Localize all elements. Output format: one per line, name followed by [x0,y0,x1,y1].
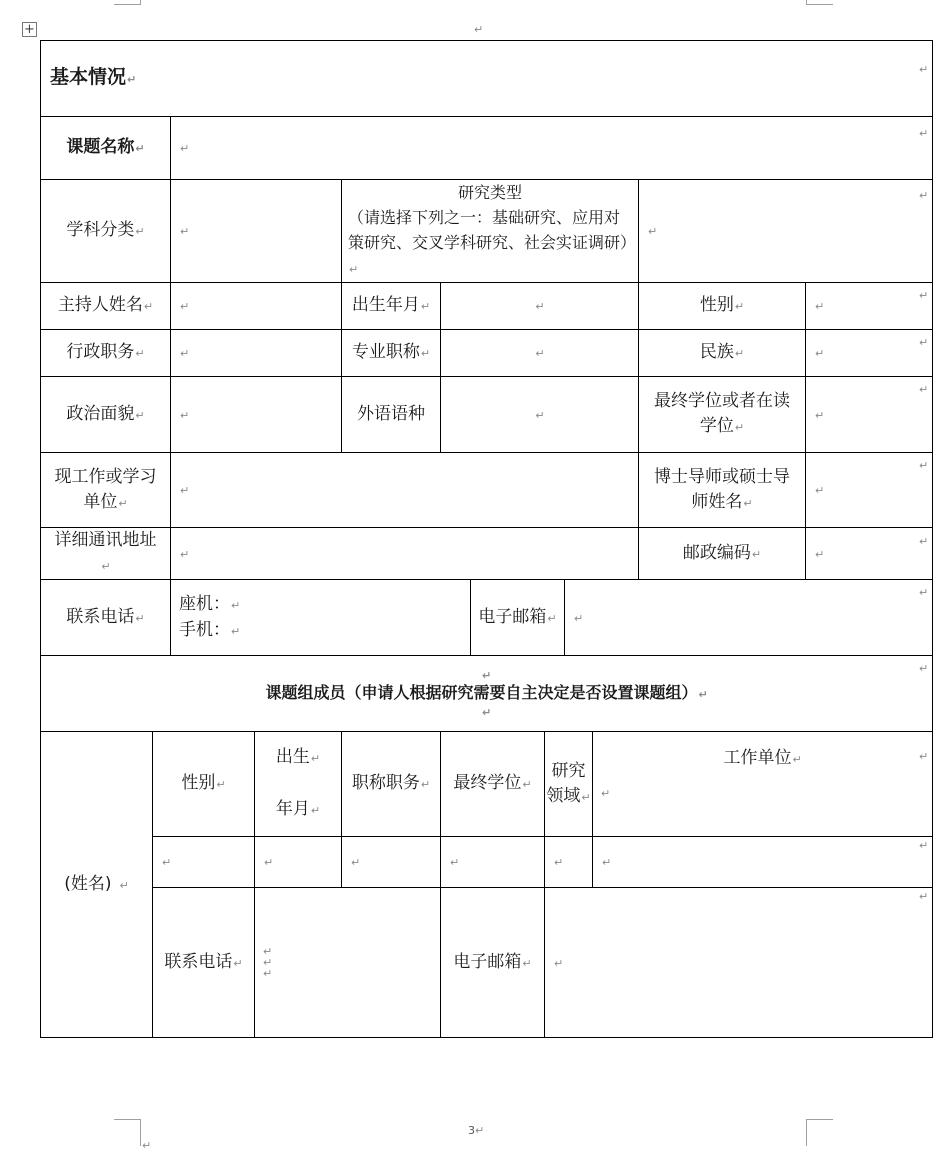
paragraph-mark: ↵ [135,347,145,360]
phone-label [41,580,171,656]
paragraph-mark: ↵ [351,856,361,869]
email-label-text: 电子邮箱 [478,606,547,627]
member-birth-field[interactable] [255,837,342,888]
col-birth-line2 [255,784,341,836]
member-phone-label-text: 联系电话 [164,951,233,972]
research-type-label [342,180,639,283]
paragraph-mark: ↵ [815,547,825,561]
col-unit [593,732,933,837]
col-unit-text: 工作单位 [723,748,792,768]
paragraph-mark: ↵ [263,967,273,980]
paragraph-mark: ↵ [135,142,145,155]
paragraph-mark: ↵ [135,408,145,422]
paragraph-mark: ↵ [648,225,658,238]
col-birth-text-2: 年月 [275,799,310,819]
page-number-value: 3 [468,1124,475,1137]
address-label [41,528,171,580]
language-label-text: 外语语种 [357,404,425,424]
paragraph-mark: ↵ [522,778,532,791]
col-title [342,732,441,837]
paragraph-mark: ↵ [118,496,128,510]
paragraph-mark: ↵ [233,956,243,970]
language-label [342,377,441,453]
paragraph-mark: ↵ [127,73,137,86]
political-row [41,377,933,453]
section-title-text: 基本情况 [50,66,127,88]
paragraph-mark: ↵ [310,804,321,817]
landline-line [179,592,470,618]
admin-post-field[interactable] [171,330,342,377]
gender-label-text: 性别 [699,295,734,315]
paragraph-mark: ↵ [815,408,825,422]
paragraph-mark: ↵ [792,753,802,766]
degree-label [639,377,806,453]
row-end-mark: ↵ [919,662,929,675]
paragraph-mark: ↵ [734,347,745,360]
research-type-title: 研究类型 [457,183,522,202]
paragraph-mark: ↵ [180,347,190,360]
group-title [41,656,933,732]
research-type-field[interactable] [639,180,933,283]
political-field[interactable] [171,377,342,453]
paragraph-mark: ↵ [815,300,825,313]
supervisor-field[interactable] [806,453,933,528]
paragraph-mark: ↵ [119,878,129,892]
paragraph-mark: ↵ [815,347,825,360]
paragraph-mark: ↵ [522,956,532,970]
post-row [41,330,933,377]
research-type-hint-wrap [348,205,637,282]
member-email-field[interactable] [545,888,933,1038]
paragraph-mark: ↵ [349,263,359,276]
col-field-text: 研究领域 [546,760,586,806]
row-end-mark: ↵ [919,289,929,302]
paragraph-mark: ↵ [535,408,545,422]
paragraph-mark: ↵ [581,790,591,804]
ethnicity-field[interactable] [806,330,933,377]
paragraph-mark: ↵ [574,611,584,625]
topic-name-label [41,117,171,180]
paragraph-mark: ↵ [535,347,545,360]
political-label [41,377,171,453]
paragraph-mark: ↵ [743,496,753,510]
degree-label-text: 最终学位或者在读学位 [654,391,790,436]
prof-title-label-text: 专业职称 [351,342,420,362]
col-title-text: 职称职务 [351,773,420,793]
host-row [41,283,933,330]
paragraph-mark: ↵ [547,611,557,625]
discipline-field[interactable] [171,180,342,283]
paragraph-mark: ↵ [180,484,190,497]
paragraph-mark: ↵ [231,598,241,612]
paragraph-mark: ↵ [180,300,190,313]
mobile-line [179,618,470,644]
row-end-mark: ↵ [919,383,929,396]
paragraph-mark: ↵ [602,856,612,869]
paragraph-mark: ↵ [264,856,274,869]
birth-label [342,283,441,330]
paragraph-mark: ↵ [101,560,111,573]
work-unit-field[interactable] [171,453,639,528]
crop-mark-top-left [114,0,141,5]
work-unit-label-text: 现工作或学习单位 [54,466,157,512]
row-end-mark: ↵ [919,336,929,349]
member-phone-field[interactable] [255,888,441,1038]
paragraph-mark: ↵ [420,347,431,360]
contact-row [41,580,933,656]
paragraph-mark: ↵ [420,778,431,791]
paragraph-mark: ↵ [475,1124,485,1137]
member-email-label-text: 电子邮箱 [453,951,522,972]
address-label-text: 详细通讯地址 [54,530,157,550]
row-end-mark: ↵ [919,750,929,763]
birth-field[interactable] [441,283,639,330]
application-form-table [40,40,933,1038]
address-row [41,528,933,580]
member-unit-field[interactable] [593,837,933,888]
row-end-mark: ↵ [919,535,929,548]
admin-post-label [41,330,171,377]
gender-field[interactable] [806,283,933,330]
paragraph-mark: ↵ [734,421,745,434]
postcode-field[interactable] [806,528,933,580]
host-name-field[interactable] [171,283,342,330]
paragraph-mark: ↵ [135,225,145,238]
prof-title-label [342,330,441,377]
paragraph-mark: ↵ [143,300,154,313]
paragraph-mark: ↵ [481,705,492,719]
col-field [545,732,593,837]
mobile-label: 手机： [179,619,230,640]
paragraph-mark: ↵ [554,856,564,869]
paragraph-mark: ↵ [310,752,321,765]
landline-label: 座机： [179,593,230,614]
move-handle-icon[interactable]: + [22,22,37,37]
paragraph-mark: ↵ [180,408,190,422]
row-end-mark: ↵ [919,586,929,599]
paragraph-mark: ↵ [815,484,825,497]
member-field-field[interactable] [545,837,593,888]
discipline-label-text: 学科分类 [66,220,135,240]
member-contact-row [41,888,933,1038]
col-birth-line1 [255,732,341,784]
email-label [471,580,565,656]
postcode-label-text: 邮政编码 [682,542,751,563]
paragraph-mark: ↵ [535,300,545,313]
research-type-hint: （请选择下列之一：基础研究、应用对策研究、交叉学科研究、社会实证调研） [348,208,637,252]
gender-label [639,283,806,330]
paragraph-mark: ↵ [135,611,145,625]
paragraph-mark: ↵ [216,778,226,791]
paragraph-mark: ↵ [180,547,190,561]
supervisor-label-text: 博士导师或硕士导师姓名 [654,466,790,512]
language-field[interactable] [441,377,639,453]
work-unit-row [41,453,933,528]
paragraph-mark: ↵ [162,856,172,869]
group-title-line [41,681,932,707]
paragraph-mark-top: ↵ [474,23,484,36]
section-title-basic [41,41,933,117]
phone-field[interactable] [171,580,471,656]
member-gender-field[interactable] [153,837,255,888]
row-end-mark: ↵ [919,63,929,76]
col-birth-text-1: 出生 [275,747,310,767]
row-end-mark: ↵ [919,459,929,472]
member-name-placeholder: (姓名) [64,873,112,894]
group-title-text: 课题组成员（申请人根据研究需要自主决定是否设置课题组） [265,682,698,702]
host-name-label [41,283,171,330]
section-header-row [41,41,933,117]
crop-mark-top-right [806,0,833,5]
paragraph-mark: ↵ [734,300,745,313]
paragraph-mark: ↵ [180,142,190,155]
political-label-text: 政治面貌 [66,403,135,424]
host-name-label-text: 主持人姓名 [57,295,143,315]
member-email-label [441,888,545,1038]
group-header-row [41,656,933,732]
col-birth [255,732,342,837]
member-name-cell [41,732,153,1038]
topic-name-label-text: 课题名称 [66,137,135,157]
discipline-label [41,180,171,283]
crop-mark-bottom-left [114,1119,141,1146]
paragraph-mark: ↵ [751,547,762,561]
paragraph-mark: ↵ [481,668,492,682]
email-field[interactable] [565,580,933,656]
paragraph-mark: ↵ [180,225,190,238]
paragraph-mark: ↵ [601,787,611,800]
paragraph-mark: ↵ [263,945,273,958]
paragraph-mark: ↵ [231,624,241,638]
col-gender [153,732,255,837]
paragraph-mark: ↵ [263,956,273,969]
row-end-mark: ↵ [919,127,929,140]
row-end-mark: ↵ [919,890,929,903]
paragraph-mark: ↵ [420,300,431,313]
member-data-row [41,837,933,888]
paragraph-mark: ↵ [450,856,460,869]
col-degree [441,732,545,837]
member-title-field[interactable] [342,837,441,888]
member-degree-field[interactable] [441,837,545,888]
degree-field[interactable] [806,377,933,453]
col-gender-text: 性别 [181,773,216,793]
paragraph-mark: ↵ [698,687,708,701]
row-end-mark: ↵ [919,839,929,852]
discipline-row [41,180,933,283]
supervisor-label [639,453,806,528]
phone-label-text: 联系电话 [66,606,135,627]
ethnicity-label [639,330,806,377]
prof-title-field[interactable] [441,330,639,377]
member-header-row [41,732,933,837]
row-end-mark: ↵ [919,189,929,202]
birth-label-text: 出生年月 [351,295,420,315]
topic-name-field[interactable] [171,117,933,180]
ethnicity-label-text: 民族 [699,342,734,362]
admin-post-label-text: 行政职务 [66,342,135,362]
member-phone-label [153,888,255,1038]
col-unit-line [593,746,932,772]
col-degree-text: 最终学位 [453,773,522,793]
postcode-label [639,528,806,580]
paragraph-mark-bottom: ↵ [142,1139,152,1152]
work-unit-label [41,453,171,528]
paragraph-mark: ↵ [554,956,564,970]
topic-name-row [41,117,933,180]
address-field[interactable] [171,528,639,580]
crop-mark-bottom-right [806,1119,833,1146]
page-number [468,1124,484,1137]
